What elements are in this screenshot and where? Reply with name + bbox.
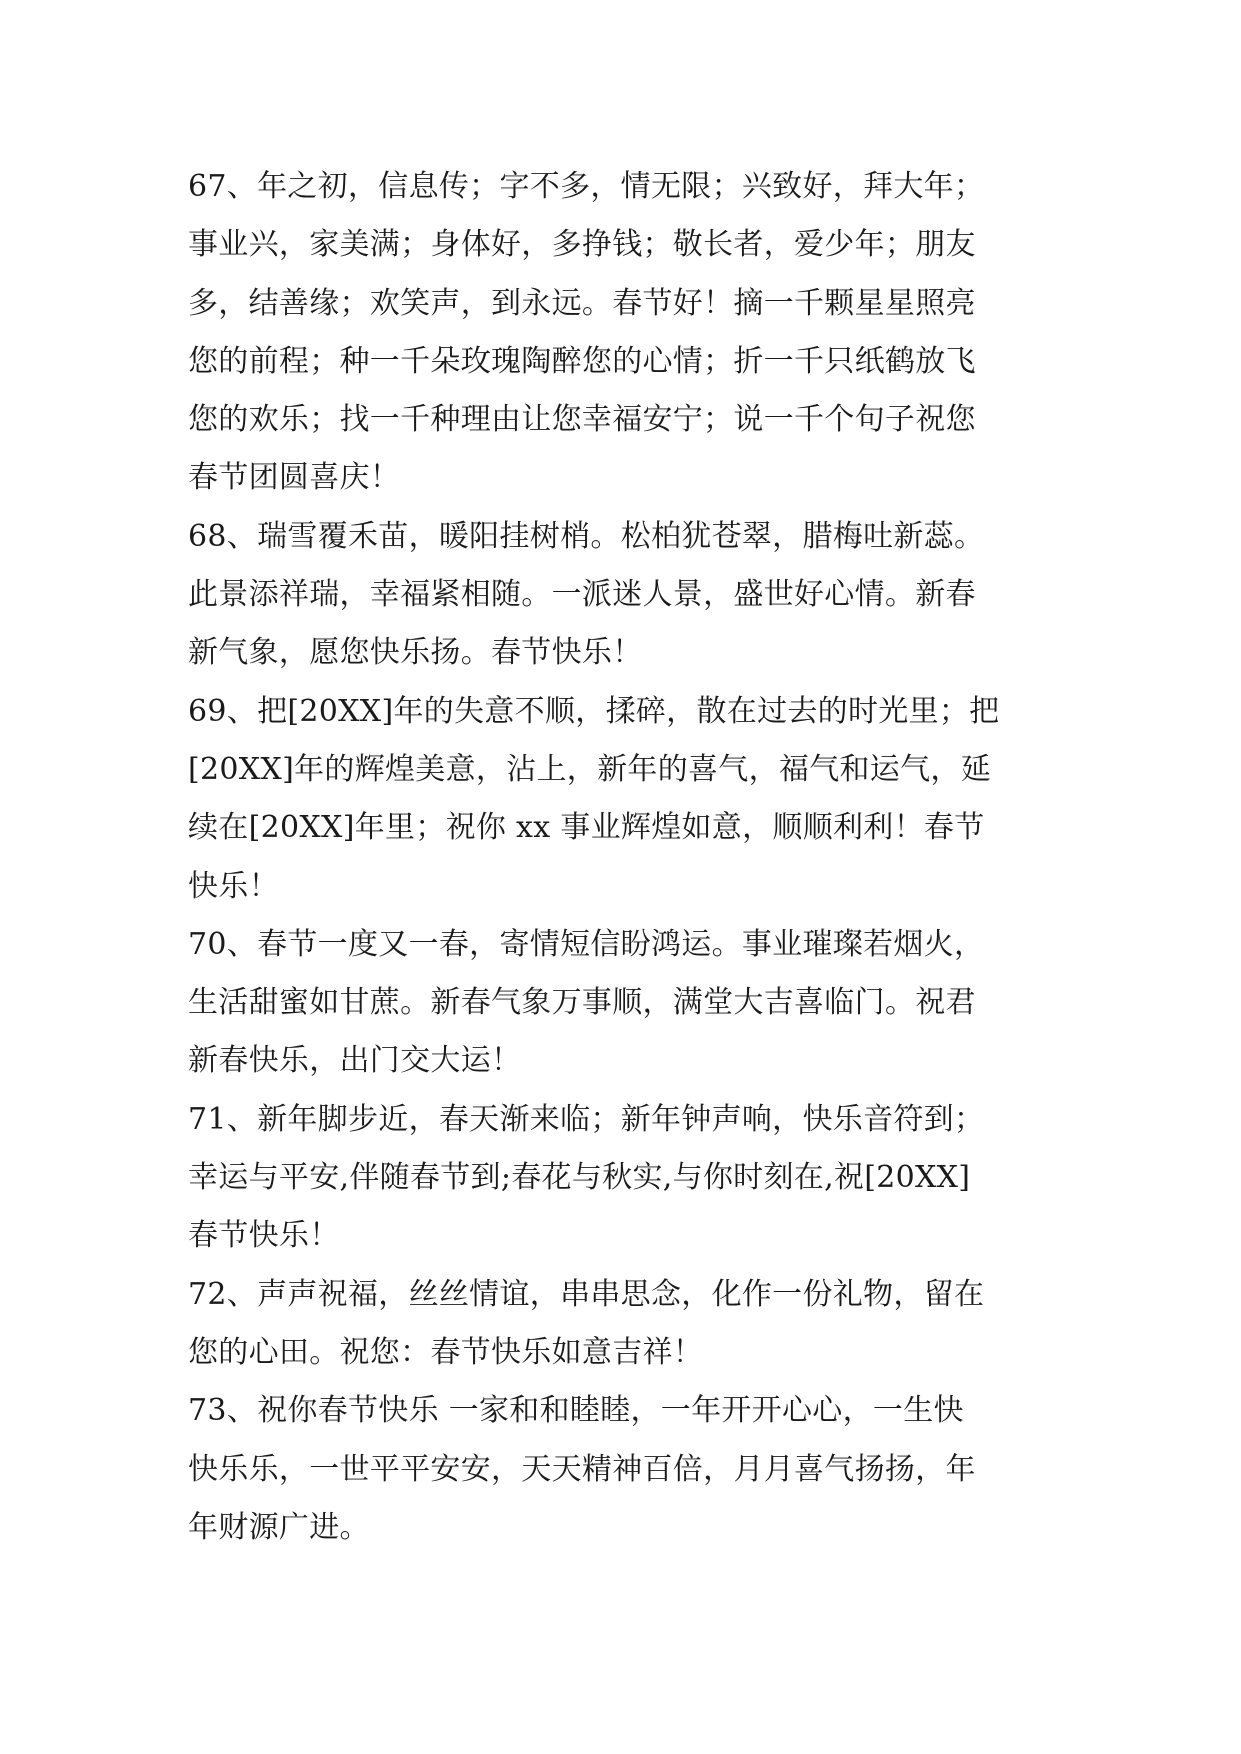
text-line: 您的心田。祝您：春节快乐如意吉祥！ — [188, 1334, 704, 1370]
text-line: 您的欢乐；找一千种理由让您幸福安宁；说一千个句子祝您 — [188, 402, 976, 438]
text-line: 68、瑞雪覆禾苗，暖阳挂树梢。松柏犹苍翠，腊梅吐新蕊。 — [188, 518, 985, 554]
text-line: 幸运与平安,伴随春节到;春花与秋实,与你时刻在,祝[20XX] — [188, 1160, 971, 1196]
text-line: 70、春节一度又一春，寄情短信盼鸿运。事业璀璨若烟火， — [188, 926, 985, 962]
text-line: 69、把[20XX]年的失意不顺，揉碎，散在过去的时光里；把 — [188, 693, 1000, 729]
text-line: 此景添祥瑞，幸福紧相随。一派迷人景，盛世好心情。新春 — [188, 577, 976, 613]
text-line: 事业兴，家美满；身体好，多挣钱；敬长者，爱少年；朋友 — [188, 227, 976, 263]
text-line: 新春快乐，出门交大运！ — [188, 1043, 522, 1079]
text-line: 续在[20XX]年里；祝你 xx 事业辉煌如意，顺顺利利！春节 — [188, 810, 985, 846]
document-body — [188, 158, 1068, 1557]
text-line: 春节快乐！ — [188, 1218, 340, 1254]
text-line: 您的前程；种一千朵玫瑰陶醉您的心情；折一千只纸鹤放飞 — [188, 343, 976, 379]
text-line: 73、祝你春节快乐 一家和和睦睦，一年开开心心，一生快 — [188, 1393, 964, 1429]
text-line: 年财源广进。 — [188, 1509, 370, 1545]
text-line: 72、声声祝福，丝丝情谊，串串思念，化作一份礼物，留在 — [188, 1276, 985, 1312]
text-line: 新气象，愿您快乐扬。春节快乐！ — [188, 635, 643, 671]
text-line: 快乐乐，一世平平安安，天天精神百倍，月月喜气扬扬，年 — [188, 1451, 976, 1487]
text-line: 快乐！ — [188, 868, 279, 904]
text-line: 多，结善缘；欢笑声，到永远。春节好！摘一千颗星星照亮 — [188, 285, 976, 321]
text-line: [20XX]年的辉煌美意，沾上，新年的喜气，福气和运气，延 — [188, 751, 991, 787]
text-line: 生活甜蜜如甘蔗。新春气象万事顺，满堂大吉喜临门。祝君 — [188, 985, 976, 1021]
text-line: 67、年之初，信息传；字不多，情无限；兴致好，拜大年； — [188, 169, 985, 204]
text-line: 71、新年脚步近，春天渐来临；新年钟声响，快乐音符到； — [188, 1101, 985, 1137]
text-line: 春节团圆喜庆！ — [188, 460, 401, 496]
